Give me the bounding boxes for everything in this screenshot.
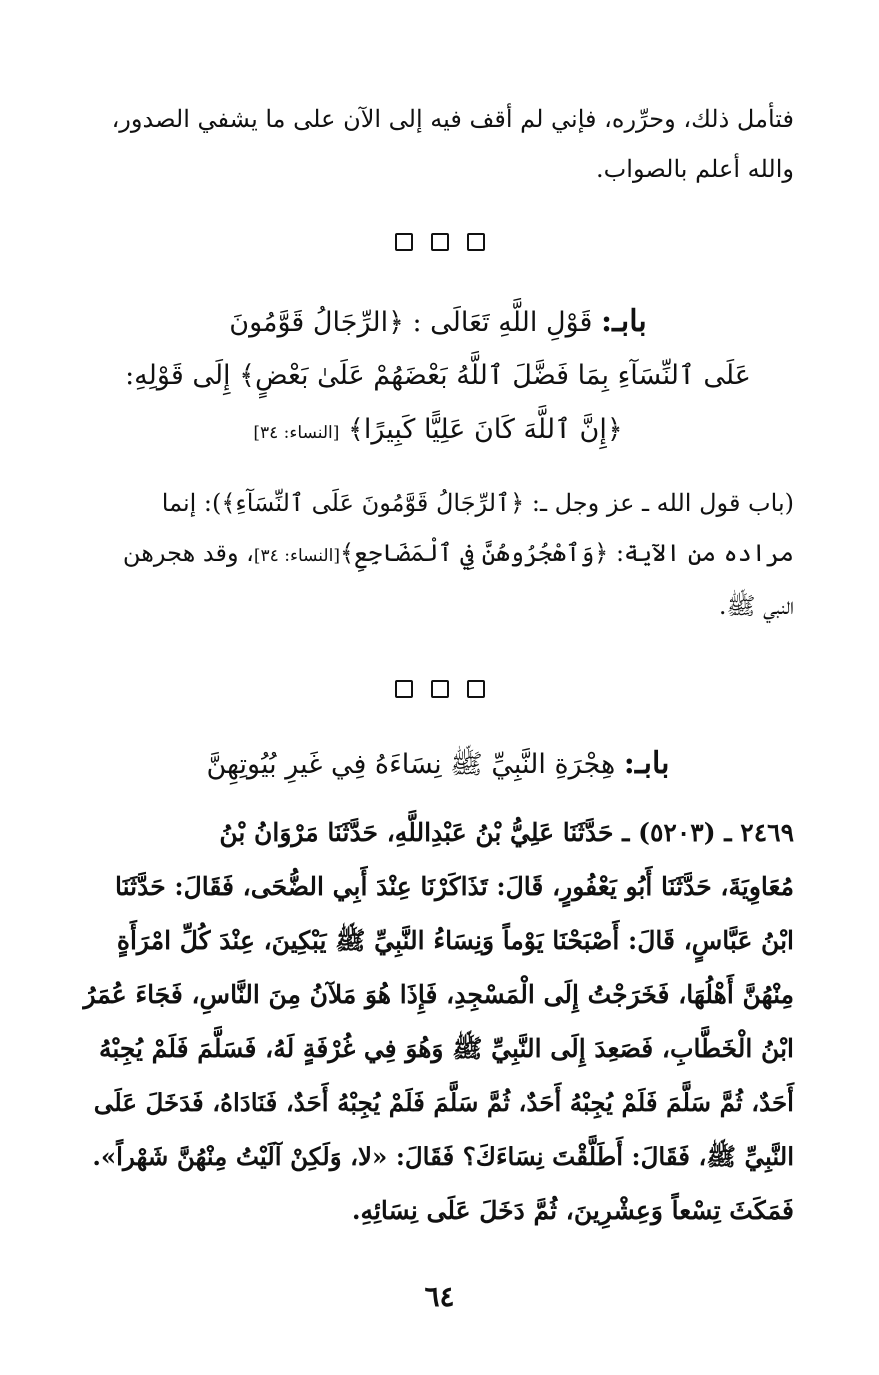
- hadith-line: أَحَدٌ، ثُمَّ سَلَّمَ فَلَمْ يُجِبْهُ أَحَدٌ، ثُمَّ سَلَّمَ فَلَمْ يُجِبْهُ أَحَدٌ، فَنَادَاهُ، فَدَخَلَ عَلَى: [93, 1088, 794, 1117]
- separator-square-icon: [467, 680, 485, 698]
- quran-verse: مراده من الآية: ﴿وَٱهْجُرُوهُنَّ فِي ٱلْمَضَاجِعِ﴾: [339, 539, 794, 567]
- hadith-line: النَّبِيِّ ﷺ، فَقَالَ: أَطَلَّقْتَ نِسَاءَكَ؟ فَقَالَ: «لا، وَلَكِنْ آلَيْتُ مِنْهُنَّ شَهْراً».: [92, 1142, 794, 1171]
- chapter-heading: [82, 740, 794, 789]
- quran-verse: ﴿إِنَّ ٱللَّهَ كَانَ عَلِيًّا كَبِيرًا﴾: [348, 414, 623, 445]
- bab-label: بابـ:: [623, 746, 670, 781]
- separator-square-icon: [395, 680, 413, 698]
- text-line: (باب قول الله ـ عز وجل ـ: ﴿ٱلرِّجَالُ قَوَّمُونَ عَلَى ٱلنِّسَآءِ﴾): إنما: [161, 489, 794, 517]
- verse-reference: [النساء: ٣٤]: [253, 423, 340, 443]
- separator-square-icon: [467, 233, 485, 251]
- text-line: والله أعلم بالصواب.: [596, 155, 794, 183]
- page-number: ٦٤: [424, 1280, 455, 1313]
- intro-paragraph: [82, 94, 794, 194]
- hadith-paragraph: [82, 806, 794, 1238]
- separator-square-icon: [431, 680, 449, 698]
- hadith-line: فَمَكَثَ تِسْعاً وَعِشْرِينَ، ثُمَّ دَخَلَ عَلَى نِسَائِهِ.: [351, 1196, 794, 1225]
- text-line: النبي ﷺ.: [718, 592, 794, 620]
- separator-square-icon: [395, 233, 413, 251]
- hadith-line: مِنْهُنَّ أَهْلُهَا، فَخَرَجْتُ إِلَى الْمَسْجِدِ، فَإِذَا هُوَ مَلآنُ مِنَ النَّاسِ، فَجَاءَ عُمَرُ: [83, 980, 794, 1009]
- section-separator: [0, 680, 879, 698]
- chapter-title-text: هِجْرَةِ النَّبِيِّ ﷺ نِسَاءَهُ فِي غَيرِ بُيُوتِهِنَّ: [206, 749, 616, 780]
- bab-label: بابـ:: [601, 304, 647, 339]
- commentary-paragraph: [82, 478, 794, 631]
- text-line: فتأمل ذلك، وحرِّره، فإني لم أقف فيه إلى الآن على ما يشفي الصدور،: [111, 105, 794, 133]
- hadith-line: ٢٤٦٩ ـ (٥٢٠٣) ـ حَدَّثَنَا عَلِيُّ بْنُ عَبْدِاللَّهِ، حَدَّثَنَا مَرْوَانُ بْنُ: [219, 818, 794, 847]
- hadith-line: ابْنُ الْخَطَّابِ، فَصَعِدَ إِلَى النَّبِيِّ ﷺ وَهُوَ فِي غُرْفَةٍ لَهُ، فَسَلَّمَ فَلَمْ يُجِبْهُ: [98, 1034, 794, 1063]
- hadith-line: مُعَاوِيَةَ، حَدَّثَنَا أَبُو يَعْفُورٍ، قَالَ: تَذَاكَرْنَا عِنْدَ أَبِي الضُّحَى، فَقَالَ: حَدَّثَنَا: [114, 872, 794, 901]
- chapter-title-text: عَلَى ٱلنِّسَآءِ بِمَا فَضَّلَ ٱللَّهُ بَعْضَهُمْ عَلَىٰ بَعْضٍ﴾ إِلَى قَوْلِهِ:: [125, 360, 751, 391]
- section-separator: [0, 233, 879, 251]
- chapter-title-line: [82, 406, 794, 457]
- hadith-line: ابْنُ عَبَّاسٍ، قَالَ: أَصْبَحْنَا يَوْماً وَنِسَاءُ النَّبِيِّ ﷺ يَبْكِينَ، عِنْدَ كُلِّ امْرَأَةٍ: [116, 926, 794, 955]
- text-fragment: ، وقد هجرهن: [122, 539, 254, 567]
- chapter-heading: [82, 298, 794, 347]
- verse-reference: [النساء: ٣٤]: [253, 546, 340, 566]
- chapter-title-line: [82, 352, 794, 400]
- text-line: [82, 528, 794, 581]
- chapter-title-line: قَوْلِ اللَّهِ تَعَالَى : ﴿الرِّجَالُ قَوَّمُونَ: [229, 307, 593, 338]
- separator-square-icon: [431, 233, 449, 251]
